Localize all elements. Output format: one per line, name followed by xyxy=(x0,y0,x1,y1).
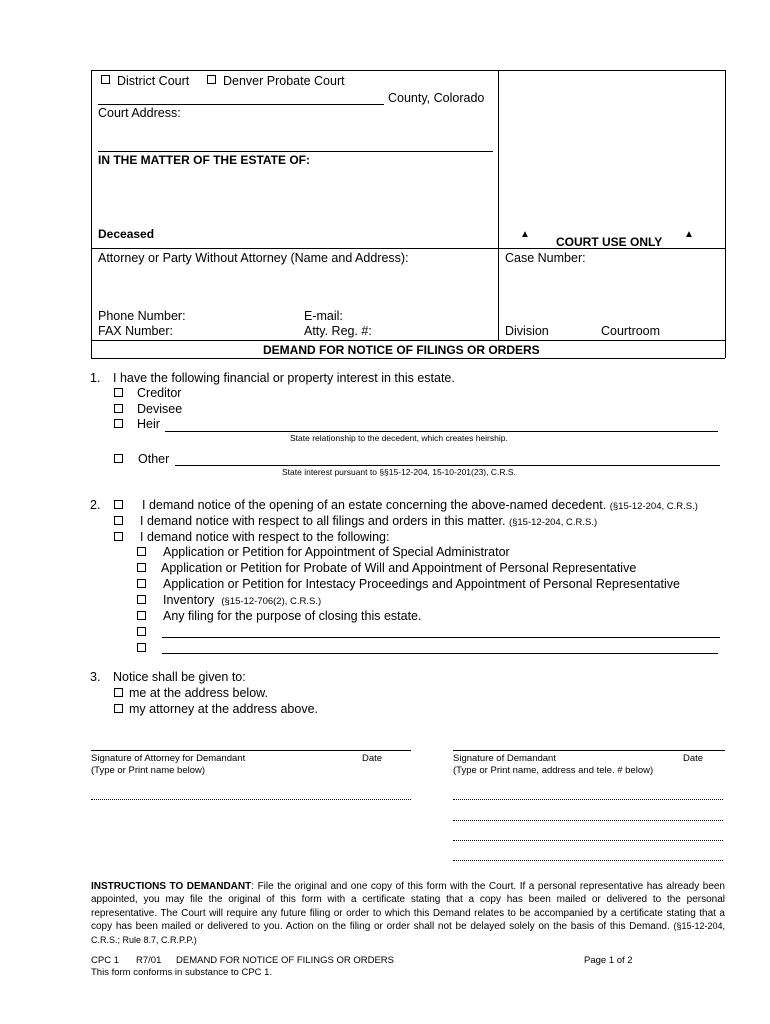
demandant-info-line-1[interactable] xyxy=(453,799,723,800)
footer-conforms: This form conforms in substance to CPC 1. xyxy=(91,967,273,978)
demandant-date-label: Date xyxy=(683,753,704,764)
demandant-info-line-3[interactable] xyxy=(453,840,723,841)
inventory-label: Inventory (§15-12-706(2), C.R.S.) xyxy=(163,593,322,607)
county-colorado-label: County, Colorado xyxy=(388,91,485,105)
notice-attorney-label: my attorney at the address above. xyxy=(129,702,318,716)
footer-revision: R7/01 xyxy=(136,955,162,966)
heir-checkbox[interactable] xyxy=(114,419,123,428)
intestacy-checkbox[interactable] xyxy=(137,579,146,588)
demand-following-checkbox[interactable] xyxy=(114,532,123,541)
section2-number: 2. xyxy=(90,498,101,512)
attorney-signature-line[interactable] xyxy=(91,750,411,751)
county-line[interactable] xyxy=(98,104,384,105)
footer-page: Page 1 of 2 xyxy=(584,955,633,966)
case-number-label: Case Number: xyxy=(505,251,586,265)
form-title: DEMAND FOR NOTICE OF FILINGS OR ORDERS xyxy=(263,343,540,357)
intestacy-label: Application or Petition for Intestacy Proceedings and Appointment of Personal Representative xyxy=(163,577,680,591)
demandant-info-line-4[interactable] xyxy=(453,860,723,861)
devisee-checkbox[interactable] xyxy=(114,404,123,413)
division-label: Division xyxy=(505,324,549,338)
denver-probate-label: Denver Probate Court xyxy=(223,74,345,88)
special-admin-label: Application or Petition for Appointment of Special Administrator xyxy=(163,545,510,559)
court-address-label: Court Address: xyxy=(98,106,181,120)
denver-probate-checkbox[interactable] xyxy=(207,75,216,84)
devisee-label: Devisee xyxy=(137,402,183,416)
custom2-line[interactable] xyxy=(162,653,718,654)
section1-number: 1. xyxy=(90,371,101,385)
other-label: Other xyxy=(138,452,170,466)
phone-label: Phone Number: xyxy=(98,309,186,323)
attorney-signature-label: Signature of Attorney for Demandant xyxy=(91,753,246,764)
custom1-checkbox[interactable] xyxy=(137,627,146,636)
up-arrow-icon-left: ▲ xyxy=(520,229,530,240)
attorney-date-label: Date xyxy=(362,753,383,764)
demand-opening-label: I demand notice of the opening of an estate concerning the above-named decedent. (§15-12-204, C.R.S.) xyxy=(142,498,698,512)
special-admin-checkbox[interactable] xyxy=(137,547,146,556)
notice-me-label: me at the address below. xyxy=(129,686,268,700)
fax-label: FAX Number: xyxy=(98,324,174,338)
closing-checkbox[interactable] xyxy=(137,611,146,620)
notice-me-checkbox[interactable] xyxy=(114,688,123,697)
creditor-label: Creditor xyxy=(137,386,182,400)
section3-number: 3. xyxy=(90,670,101,684)
courtroom-label: Courtroom xyxy=(601,324,661,338)
section1-intro: I have the following financial or property interest in this estate. xyxy=(113,371,455,385)
heir-note: State relationship to the decedent, which creates heirship. xyxy=(290,433,508,443)
atty-reg-label: Atty. Reg. #: xyxy=(304,324,372,338)
attorney-label: Attorney or Party Without Attorney (Name and Address): xyxy=(98,251,409,265)
notice-attorney-checkbox[interactable] xyxy=(114,704,123,713)
demand-all-label: I demand notice with respect to all filings and orders in this matter. (§15-12-204, C.R.S.) xyxy=(140,514,598,528)
probate-will-checkbox[interactable] xyxy=(137,563,146,572)
court-address-line[interactable] xyxy=(98,151,493,152)
demand-all-checkbox[interactable] xyxy=(114,516,123,525)
probate-will-label: Application or Petition for Probate of Will and Appointment of Personal Representative xyxy=(161,561,637,575)
closing-label: Any filing for the purpose of closing this estate. xyxy=(163,609,422,623)
heir-line[interactable] xyxy=(165,431,718,432)
footer-title: DEMAND FOR NOTICE OF FILINGS OR ORDERS xyxy=(176,955,394,966)
custom1-line[interactable] xyxy=(162,637,720,638)
other-note: State interest pursuant to §§15-12-204, 15-10-201(23), C.R.S. xyxy=(282,467,516,477)
inventory-checkbox[interactable] xyxy=(137,595,146,604)
demandant-print-note: (Type or Print name, address and tele. # below) xyxy=(453,765,654,776)
custom2-checkbox[interactable] xyxy=(137,643,146,652)
up-arrow-icon-right: ▲ xyxy=(684,229,694,240)
other-line[interactable] xyxy=(175,465,720,466)
demand-opening-checkbox[interactable] xyxy=(114,500,123,509)
other-checkbox[interactable] xyxy=(114,454,123,463)
attorney-print-note: (Type or Print name below) xyxy=(91,765,206,776)
demandant-signature-label: Signature of Demandant xyxy=(453,753,556,764)
section3-intro: Notice shall be given to: xyxy=(113,670,246,684)
footer-form-id: CPC 1 xyxy=(91,955,119,966)
demandant-info-line-2[interactable] xyxy=(453,820,723,821)
attorney-name-line[interactable] xyxy=(91,799,411,800)
demandant-signature-line[interactable] xyxy=(453,750,725,751)
district-court-label: District Court xyxy=(117,74,190,88)
creditor-checkbox[interactable] xyxy=(114,388,123,397)
estate-heading: IN THE MATTER OF THE ESTATE OF: xyxy=(98,153,310,167)
instructions-paragraph: INSTRUCTIONS TO DEMANDANT: File the original and one copy of this form with the Court. If a personal representative has already been appointed, you may file the original of this form with a certificate stating that a copy has been mailed or delivered to the personal representative. The Court will require any future filing or order to which this Demand relates to be accompanied by a certificate stating that a copy has been mailed or delivered to you. Action on the filing or order shall not be delayed solely on the basis of this Demand. (§15-12-204, C.R.S.; Rule 8.7, C.R.P.P.) xyxy=(91,881,726,945)
demand-following-label: I demand notice with respect to the following: xyxy=(140,530,390,544)
deceased-label: Deceased xyxy=(98,227,155,241)
district-court-checkbox[interactable] xyxy=(101,75,110,84)
heir-label: Heir xyxy=(137,417,160,431)
court-use-only: COURT USE ONLY xyxy=(556,235,663,249)
email-label: E-mail: xyxy=(304,309,343,323)
